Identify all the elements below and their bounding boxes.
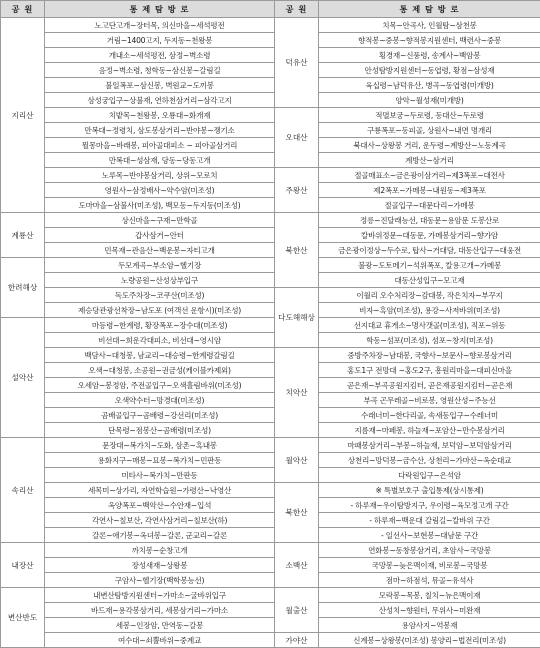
trail-route-left: 비선대~희운각대피소, 비선대~영시암: [45, 333, 275, 348]
trail-route-right: 절골매표소~금은광이삼거리~제3폭포~대전사: [319, 168, 540, 183]
table-row: [1, 243, 540, 258]
park-name-right: 다도해해상: [275, 288, 319, 348]
table-row: [1, 138, 540, 153]
trail-route-left: 미타사~복가치~만판동: [45, 468, 275, 483]
table-row: [1, 573, 540, 588]
trail-route-right: 부곡 곤무레골~비로봉, 영원산성~주능선: [319, 393, 540, 408]
table-row: [1, 483, 540, 498]
trail-route-left: 치밭목~천왕봉, 오룡대~화개재: [45, 108, 275, 123]
trail-route-right: 횡경재~신풍령, 송계사~백암봉: [319, 48, 540, 63]
table-row: [1, 363, 540, 378]
table-row: [1, 453, 540, 468]
table-row: [1, 438, 540, 453]
park-name-right: 치악산: [275, 348, 319, 438]
table-row: [1, 513, 540, 528]
trail-route-left: 거림~1400고지, 두지동~천왕봉: [45, 33, 275, 48]
trail-route-left: 옥양폭포~백악산~수안재~입석: [45, 498, 275, 513]
park-name-left: 계룡산: [1, 213, 45, 258]
park-name-right: 덕유산: [275, 18, 319, 108]
table-row: [1, 333, 540, 348]
trail-route-right: 절골입구~대문다리~가메봉: [319, 198, 540, 213]
trail-route-right: 정릉~진달래능선, 대동문~용암문 도봉산로: [319, 213, 540, 228]
trail-route-left: 오색약수터~망경대(미조성): [45, 393, 275, 408]
table-row: [1, 153, 540, 168]
table-row: [1, 33, 540, 48]
trail-route-right: 선지대교 휴게소~명사갯골(미조성), 직포~위동: [319, 318, 540, 333]
park-name-right: 월출산: [275, 588, 319, 633]
trail-route-left: 뭘몽마을~바래봉, 피아골대피소 ~ 피아골삼거리: [45, 138, 275, 153]
table-row: [1, 48, 540, 63]
trail-route-right: 중방주차장~남대봉, 국향사~보문사~향로봉삼거리: [319, 348, 540, 363]
table-row: [1, 618, 540, 633]
trail-route-left: 삼성궁입구~상불재, 연하천삼거리~삼각고지: [45, 93, 275, 108]
trail-route-left: 세봉~인장암, 만역동~갈봉: [45, 618, 275, 633]
trail-route-right: - 일선사~보현봉~대남문 구간: [319, 528, 540, 543]
table-row: [1, 213, 540, 228]
trail-route-right: 지름재~마페봉, 하늘재~포암산~만수봉삼거리: [319, 423, 540, 438]
trail-route-right: 상천리~망덕봉~금수산, 상천리~가마산~옥순대교: [319, 453, 540, 468]
park-name-left: 내장산: [1, 543, 45, 588]
trail-route-left: 여수대~쇠뿔바위~중계교: [45, 633, 275, 648]
trail-route-right: 곧은재~부곡공원지킴터, 곧은재공원지킴터~곧은재: [319, 378, 540, 393]
trail-route-left: 독도주차장~코쿠산(미조성): [45, 288, 275, 303]
trail-route-right: 수래너미~한다리골, 속새동입구~수레너미: [319, 408, 540, 423]
trail-route-right: 다락원입구~은석암: [319, 468, 540, 483]
trail-route-right: 칼바위정문~대동문, 가메봉삼거리~향가암: [319, 228, 540, 243]
trail-route-right: 모락봉~목봉, 칠치~뉴은맥이재: [319, 588, 540, 603]
table-row: [1, 18, 540, 33]
trail-route-left: 불일폭포~삼신봉, 벽원교~도끼봉: [45, 78, 275, 93]
table-row: [1, 78, 540, 93]
trail-route-left: 개내소~세석평전, 삼정~벽소령: [45, 48, 275, 63]
trail-route-left: 상신마을~구재~만학골: [45, 213, 275, 228]
trail-route-left: 두모계곡~부소암~헬기장: [45, 258, 275, 273]
trail-route-right: 치목~안곡사, 인월탐~삼천봉: [319, 18, 540, 33]
table-row: [1, 528, 540, 543]
trail-route-right: 용암사지~억봉재: [319, 618, 540, 633]
trail-route-left: 제승당관광선착장~남도포 (여객선 운항시)(미조성): [45, 303, 275, 318]
table-row: [1, 228, 540, 243]
trail-route-left: 용화지구~매봉~묘봉~복가치~민판동: [45, 453, 275, 468]
trail-route-left: 단목령~점봉산~곰배령(미조성): [45, 423, 275, 438]
park-name-left: 설악산: [1, 318, 45, 438]
trail-route-left: 문장대~복가치~도화, 삼촌~흑내봉: [45, 438, 275, 453]
trail-route-left: 도마마을~삼불사(미조성), 백모동~두지동(미조성): [45, 198, 275, 213]
trail-route-right: - 하루재~백운대 갈림길~칼바위 구간: [319, 513, 540, 528]
table-row: [1, 468, 540, 483]
trail-route-left: 각연사~칠보산, 각연사삼거리~칠보산(하): [45, 513, 275, 528]
trail-route-right: 점마~하점석, 뮤골~유석사: [319, 573, 540, 588]
trail-route-right: 육십령~남덕유산, 병곡~동엽령(미개방): [319, 78, 540, 93]
trail-route-left: 바드재~용각봉삼거리, 세봉삼거리~가마소: [45, 603, 275, 618]
trail-route-right: 신계봉~상왕봉(미조성) 봉양리~법전리(미조성): [319, 633, 540, 648]
trail-route-right: 북대사~상왕봉 거리, 운두령~계방산~노동계곡: [319, 138, 540, 153]
table-row: [1, 93, 540, 108]
trail-route-left: 갑사삼거~안터: [45, 228, 275, 243]
park-name-left: 변산반도: [1, 588, 45, 648]
route-header-right: 통 제 탐 방 로: [319, 1, 540, 18]
trail-route-left: 오세암~봉정암, 주전골입구~오색흘림바위(미조성): [45, 378, 275, 393]
trail-route-right: 금은광이정상~두수로, 탑사~거대담, 대동산입구~대웅전: [319, 243, 540, 258]
table-row: [1, 633, 540, 648]
table-row: [1, 198, 540, 213]
trail-route-left: 음정~벽소령, 청학동~삼신봉~갈림길: [45, 63, 275, 78]
table-row: [1, 393, 540, 408]
trail-route-left: 장성새재~상왕봉: [45, 558, 275, 573]
trail-route-right: 대동산성입구~모고재: [319, 273, 540, 288]
table-row: [1, 303, 540, 318]
table-row: [1, 378, 540, 393]
park-name-right: 북한산: [275, 483, 319, 543]
park-name-left: 지리산: [1, 18, 45, 213]
park-name-left: 속리산: [1, 438, 45, 543]
trail-route-left: 구암사~헬기장(백학봉능선): [45, 573, 275, 588]
table-row: [1, 318, 540, 333]
park-name-left: 한려해상: [1, 258, 45, 318]
trail-route-right: 이월리 오수처리장~감대봉, 작은치자~부꾸지: [319, 288, 540, 303]
trail-route-left: 오색~대청봉, 소공원~권금성(케이블카제외): [45, 363, 275, 378]
table-row: [1, 348, 540, 363]
trail-route-right: 연화봉~동창봉삼거리, 초암사~국망봉: [319, 543, 540, 558]
trail-route-right: 계방산~삼거리: [319, 153, 540, 168]
trail-route-right: 향적봉~중봉~향적봉지원센터, 백련사~중봉: [319, 33, 540, 48]
table-row: [1, 183, 540, 198]
trail-route-right: 불광~도토메기~석위폭포, 칼용고개~가메봉: [319, 258, 540, 273]
trail-route-right: 구룡폭포~동피골, 상원사~내면 명개리: [319, 123, 540, 138]
trail-route-left: 민목재~관음산~백운봉~자티고개: [45, 243, 275, 258]
trail-route-left: 마등령~한계령, 황장폭포~장수대(미조성): [45, 318, 275, 333]
trail-route-left: 내변산탐방지원센터~가마소~굴바위입구: [45, 588, 275, 603]
table-header-row: [1, 1, 540, 18]
park-name-right: 가야산: [275, 633, 319, 648]
trail-route-left: 까치봉~순창고개: [45, 543, 275, 558]
park-header-right: 공 원: [275, 1, 319, 18]
trail-route-left: 백담사~대청봉, 남교리~대승령~한계령갈림길: [45, 348, 275, 363]
table-row: [1, 63, 540, 78]
table-row: [1, 558, 540, 573]
park-name-right: 소백산: [275, 543, 319, 588]
trail-route-left: 영원사~삼정배사~약수암(미조성): [45, 183, 275, 198]
trail-route-right: 국망봉~늦은맥이재, 비로봉~국망봉: [319, 558, 540, 573]
table-row: [1, 168, 540, 183]
trail-route-left: 노루목~반야봉삼거리, 상위~모로치: [45, 168, 275, 183]
route-header-left: 통 제 탐 방 로: [45, 1, 275, 18]
trail-route-right: 제2폭포~가메봉~내원동~제3폭포: [319, 183, 540, 198]
trail-route-left: 곰배골입구~곰배령~강선리(미조성): [45, 408, 275, 423]
trail-route-right: 적멸보궁~두로령, 동대산~두로령: [319, 108, 540, 123]
trail-route-left: 노고단고개~장터목, 의신마을~세석평전: [45, 18, 275, 33]
trail-route-right: 마패봉삼거리~부봉~하늘재, 보덕암~보덕암삼거리: [319, 438, 540, 453]
table-body: [1, 18, 540, 648]
table-row: [1, 108, 540, 123]
trail-route-left: 노량공원~산성상부입구: [45, 273, 275, 288]
trail-route-left: 만복대~성삼재, 당동~당동고개: [45, 153, 275, 168]
park-name-right: 오대산: [275, 108, 319, 168]
table-row: [1, 498, 540, 513]
trail-route-right: 양악~월성재(미개방): [319, 93, 540, 108]
trail-route-left: 갈론~애기봉~옥녀봉~갈론, 군교리~갈론: [45, 528, 275, 543]
table-row: [1, 123, 540, 138]
table-row: [1, 258, 540, 273]
trail-route-right: 홍도1구 전망대 ~홍도2구, 흥원리마을~대피신마을: [319, 363, 540, 378]
trail-route-right: 학동~섬포(미조성), 섬포~창지(미조성): [319, 333, 540, 348]
trail-route-right: 산성치~향원터, 무위사~미완재: [319, 603, 540, 618]
trail-route-right: ※ 특별보호구 출입통제(상시통제): [319, 483, 540, 498]
park-name-right: 월악산: [275, 438, 319, 483]
park-header-left: 공 원: [1, 1, 45, 18]
table-row: [1, 408, 540, 423]
table-row: [1, 603, 540, 618]
trail-route-left: 만복대~정령치, 삼도봉삼거리~반야봉~쟁기소: [45, 123, 275, 138]
table-row: [1, 423, 540, 438]
park-name-right: 주왕산: [275, 168, 319, 213]
table-row: [1, 288, 540, 303]
trail-route-right: 비자~흑암(미조성), 용강~사저바위(미조성): [319, 303, 540, 318]
table-row: [1, 588, 540, 603]
trail-route-right: 안성탐방지원센터~동엽령, 황점~삼성재: [319, 63, 540, 78]
table-row: [1, 543, 540, 558]
park-name-right: 북한산: [275, 213, 319, 288]
trail-route-right: - 하루재~우이탐방지구, 우이령~육모정고개 구간: [319, 498, 540, 513]
table-row: [1, 273, 540, 288]
trail-route-left: 세목미~상가리, 자연학습원~가령산~낙영산: [45, 483, 275, 498]
